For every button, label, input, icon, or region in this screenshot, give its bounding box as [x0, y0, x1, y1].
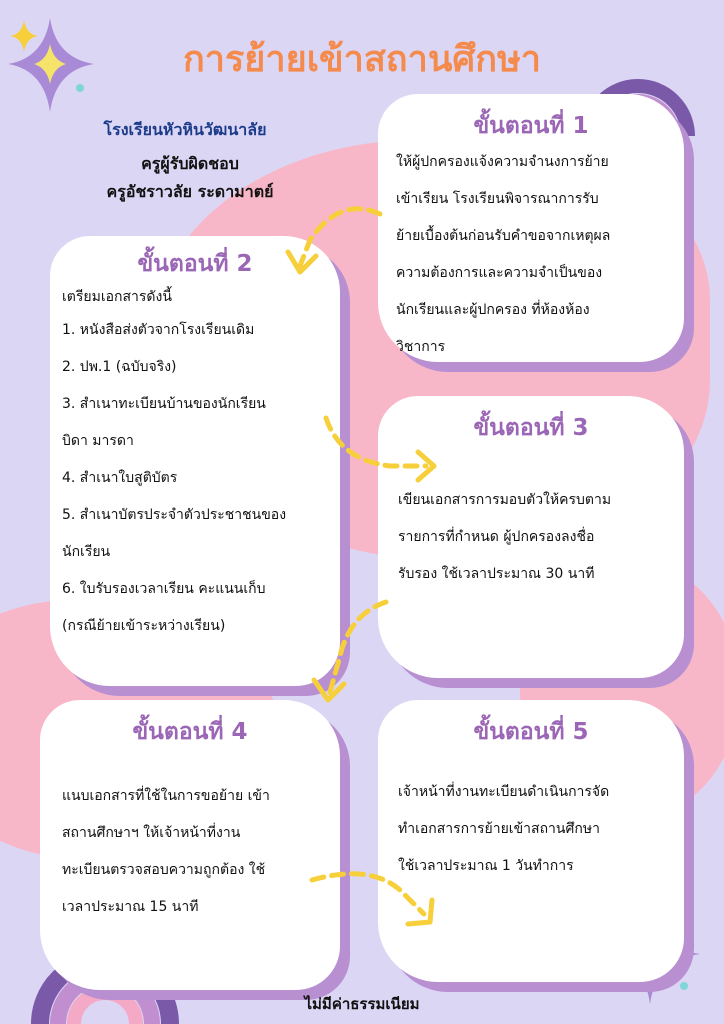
step-2-line: บิดา มารดา — [62, 433, 134, 449]
teacher-role: ครูผู้รับผิดชอบ — [141, 154, 239, 173]
step-1-card — [378, 94, 684, 362]
step-4-line: สถานศึกษาฯ ให้เจ้าหน้าที่งาน — [62, 825, 241, 841]
step-5-line: ทำเอกสารการย้ายเข้าสถานศึกษา — [398, 821, 600, 837]
step-5-title: ขั้นตอนที่ 5 — [473, 719, 589, 745]
step-2-line: 5. สำเนาบัตรประจำตัวประชาชนของ — [62, 507, 287, 523]
step-5-card — [378, 700, 684, 982]
arrow-step4-to-step5-icon — [306, 866, 446, 936]
step-2-line: เตรียมเอกสารดังนี้ — [62, 289, 172, 305]
step-2-line: (กรณีย้ายเข้าระหว่างเรียน) — [62, 618, 226, 634]
step-1-line: ให้ผู้ปกครองแจ้งความจำนงการย้าย — [396, 154, 609, 170]
step-2-line: 6. ใบรับรองเวลาเรียน คะแนนเก็บ — [62, 581, 266, 597]
step-4-title: ขั้นตอนที่ 4 — [132, 719, 248, 745]
step-2-line: 2. ปพ.1 (ฉบับจริง) — [62, 359, 177, 375]
step-1-line: นักเรียนและผู้ปกครอง ที่ห้องห้อง — [396, 302, 590, 318]
step-1-line: ความต้องการและความจำเป็นของ — [396, 265, 603, 281]
footer-note: ไม่มีค่าธรรมเนียม — [304, 995, 420, 1013]
step-4-card — [40, 700, 340, 990]
step-1-line: เข้าเรียน โรงเรียนพิจารณาการรับ — [396, 191, 599, 207]
step-1-title: ขั้นตอนที่ 1 — [473, 113, 589, 139]
step-2-line: 4. สำเนาใบสูติบัตร — [62, 470, 178, 486]
arrow-step1-to-step2-icon — [280, 200, 390, 290]
teacher-name: ครูอัชราวลัย ระดามาตย์ — [106, 182, 274, 201]
step-5-line: ใช้เวลาประมาณ 1 วันทำการ — [398, 858, 574, 874]
step-2-card — [50, 236, 340, 686]
step-1-line: วิชาการ — [396, 339, 446, 355]
step-3-line: เขียนเอกสารการมอบตัวให้ครบตาม — [398, 492, 612, 508]
arrow-step2-to-step3-icon — [320, 410, 450, 490]
step-2-title: ขั้นตอนที่ 2 — [137, 251, 253, 277]
arrow-step3-to-step4-icon — [300, 596, 400, 712]
step-5-line: เจ้าหน้าที่งานทะเบียนดำเนินการจัด — [398, 784, 610, 800]
step-2-line: 1. หนังสือส่งตัวจากโรงเรียนเดิม — [62, 322, 255, 338]
step-4-line: แนบเอกสารที่ใช้ในการขอย้าย เข้า — [62, 788, 270, 804]
step-3-title: ขั้นตอนที่ 3 — [473, 415, 589, 441]
page-title: การย้ายเข้าสถานศึกษา — [182, 39, 542, 80]
step-1-line: ย้ายเบื้องต้นก่อนรับคำขอจากเหตุผล — [396, 228, 611, 244]
step-3-line: รับรอง ใช้เวลาประมาณ 30 นาที — [398, 566, 595, 582]
step-4-line: เวลาประมาณ 15 นาที — [62, 899, 199, 915]
step-4-line: ทะเบียนตรวจสอบความถูกต้อง ใช้ — [62, 862, 266, 878]
school-name: โรงเรียนหัวหินวัฒนาลัย — [103, 120, 267, 139]
step-2-line: นักเรียน — [62, 544, 111, 560]
step-2-line: 3. สำเนาทะเบียนบ้านของนักเรียน — [62, 396, 266, 412]
step-3-line: รายการที่กำหนด ผู้ปกครองลงชื่อ — [398, 529, 595, 545]
